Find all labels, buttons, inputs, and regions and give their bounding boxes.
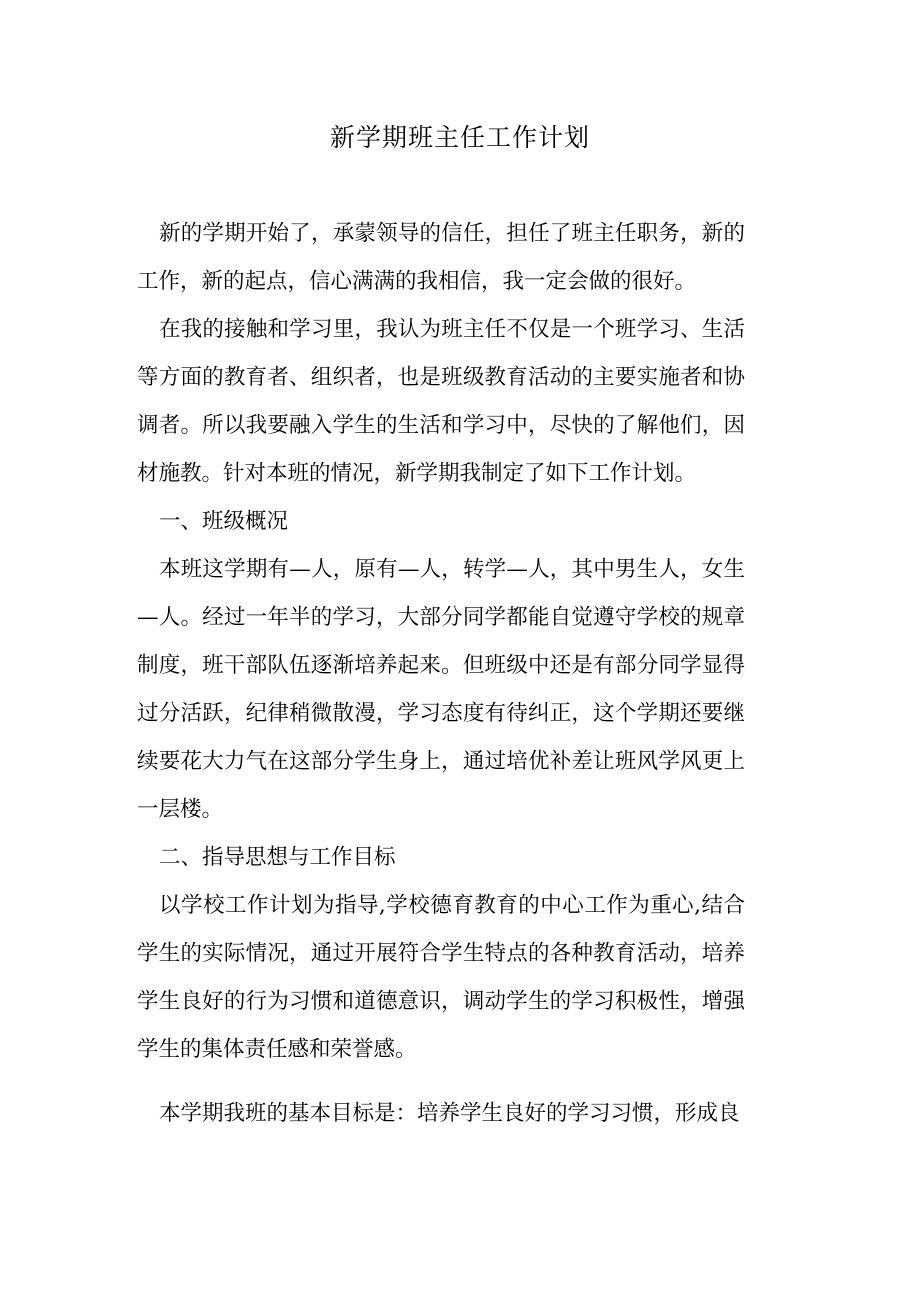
paragraph-intro: 新的学期开始了，承蒙领导的信任，担任了班主任职务，新的工作，新的起点，信心满满的我相信，我一定会做的很好。 [137,221,745,294]
section-heading-class-overview: 一、班级概况 [159,509,289,534]
paragraph-basic-goal: 本学期我班的基本目标是：培养学生良好的学习习惯，形成良 [159,1101,740,1126]
paragraph-class-overview: 本班这学期有—人，原有—人，转学—人，其中男生人，女生—人。经过一年半的学习，大部分同学都能自觉遵守学校的规章制度，班干部队伍逐渐培养起来。但班级中还是有部分同学显得过分活跃，纪律稍微散漫，学习态度有待纠正，这个学期还要继续要花大力气在这部分学生身上，通过培优补差让班风学风更上一层楼。 [137,557,745,822]
paragraph-guiding-ideas: 以学校工作计划为指导,学校德育教育的中心工作为重心,结合学生的实际情况，通过开展符合学生特点的各种教育活动，培养学生良好的行为习惯和道德意识，调动学生的学习积极性，增强学生的集体责任感和荣誉感。 [137,893,745,1062]
section-heading-guiding-ideas: 二、指导思想与工作目标 [159,845,396,870]
paragraph-role: 在我的接触和学习里，我认为班主任不仅是一个班学习、生活等方面的教育者、组织者，也是班级教育活动的主要实施者和协调者。所以我要融入学生的生活和学习中，尽快的了解他们，因材施教。针对本班的情况，新学期我制定了如下工作计划。 [137,317,745,486]
document-title: 新学期班主任工作计划 [329,123,590,152]
document-body [137,210,745,1138]
